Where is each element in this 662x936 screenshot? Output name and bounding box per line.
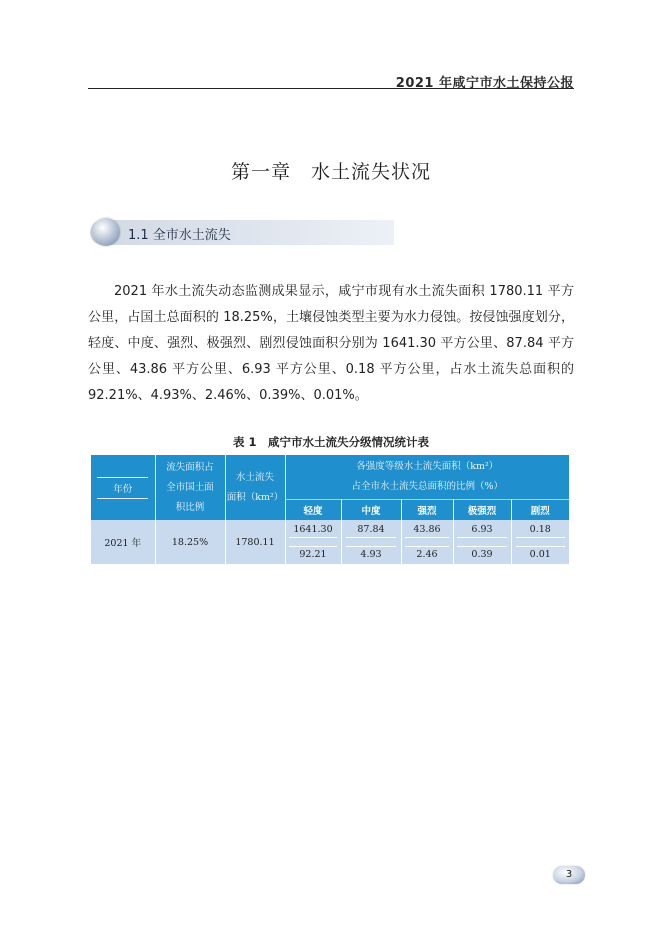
cell-grade-ratio: [285, 542, 341, 564]
cell-grade-area-value: 1641.30: [289, 524, 336, 538]
cell-grade-area: [511, 520, 569, 542]
header-year-label: 年份: [97, 477, 148, 499]
header-grade-very-intense: 极强烈: [453, 500, 511, 521]
cell-grade-ratio-value: 0.39: [457, 546, 506, 560]
body-paragraph: 2021 年水土流失动态监测成果显示，咸宁市现有水土流失面积 1780.11 平方公里，占国土总面积的 18.25%，土壤侵蚀类型主要为水力侵蚀。按侵蚀强度划分，轻度、中度、强烈、极强烈、剧烈侵蚀面积分别为 1641.30 平方公里、87.84 平方公里、43.86 平方公里、6.93 平方公里、0.18 平方公里，占水土流失总面积的 92.21%、4.93%、2.46%、0.39%、0.01%。: [88, 284, 574, 403]
header-ratio: [155, 455, 225, 520]
header-year: [91, 455, 155, 520]
cell-grade-area-value: 0.18: [516, 524, 565, 538]
header-grade-severe: 剧烈: [511, 500, 569, 521]
header-grades-line: 占全市水土流失总面积的比例（%）: [351, 481, 504, 492]
cell-grade-ratio-value: 0.01: [516, 546, 565, 560]
header-grade-moderate: 中度: [341, 500, 401, 521]
header-ratio-line: 全市国土面: [166, 481, 214, 493]
cell-ratio: 18.25%: [155, 520, 225, 564]
erosion-statistics-table: [91, 455, 569, 564]
header-rule: [88, 88, 574, 89]
header-grades-title: [285, 455, 569, 500]
header-ratio-line: 积比例: [175, 501, 205, 513]
table-caption: 表 1 咸宁市水土流失分级情况统计表: [232, 435, 429, 449]
cell-grade-ratio-value: 4.93: [346, 546, 397, 560]
cell-grade-ratio: [453, 542, 511, 564]
section-title: 1.1 全市水土流失: [128, 228, 231, 243]
cell-grade-area-value: 43.86: [405, 524, 449, 538]
running-header-title: 2021 年咸宁市水土保持公报: [395, 76, 574, 91]
cell-grade-ratio-value: 92.21: [289, 546, 336, 560]
cell-grade-ratio-value: 2.46: [405, 546, 449, 560]
header-area: [225, 455, 285, 520]
header-grades-line: 各强度等级水土流失面积（km²）: [356, 461, 499, 472]
cell-grade-ratio: [401, 542, 453, 564]
header-area-line: 面积（km²）: [226, 491, 284, 503]
cell-grade-area-value: 6.93: [457, 524, 506, 538]
cell-grade-area: [285, 520, 341, 542]
section-bullet-orb-icon: [92, 218, 120, 246]
header-area-line: 水土流失: [235, 471, 274, 483]
chapter-title: 第一章 水土流失状况: [230, 161, 431, 183]
cell-grade-ratio: [511, 542, 569, 564]
header-ratio-line: 流失面积占: [166, 461, 214, 473]
cell-grade-area: [401, 520, 453, 542]
cell-area: 1780.11: [225, 520, 285, 564]
cell-grade-area: [341, 520, 401, 542]
cell-grade-area-value: 87.84: [346, 524, 397, 538]
table-row: [91, 520, 569, 542]
page-number-badge: 3: [553, 866, 585, 884]
header-grade-intense: 强烈: [401, 500, 453, 521]
cell-year: 2021 年: [91, 520, 155, 564]
cell-grade-ratio: [341, 542, 401, 564]
cell-grade-area: [453, 520, 511, 542]
header-grade-light: 轻度: [285, 500, 341, 521]
